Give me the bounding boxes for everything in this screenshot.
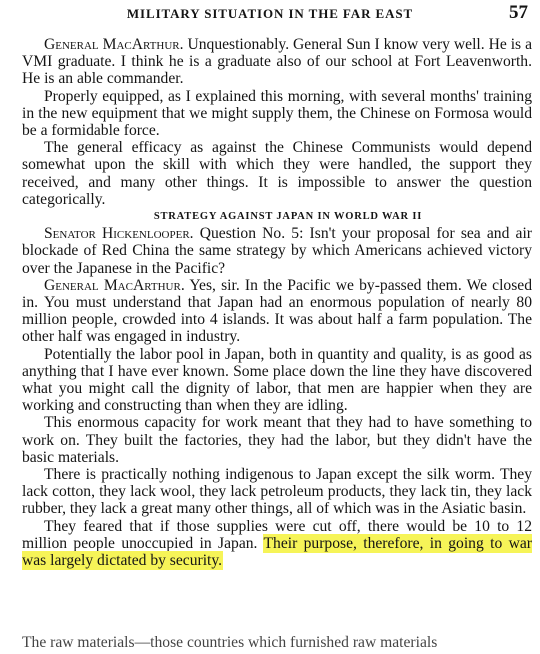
cut-off-text: The raw materials—those countries which furnished raw materials [22,634,438,651]
highlighted-text: Their purpose, therefore, in going to war was largely dictated by security. [22,534,532,570]
paragraph-macarthur-sun [22,36,532,88]
paragraph-work-capacity: This enormous capacity for work meant that they had to have something to work on. They built the factories, they had the labor, but they didn't have the basic materials. [22,414,532,466]
speaker-name: General MacArthur. [44,36,184,53]
speaker-name: General MacArthur. [44,276,185,294]
paragraph-indigenous-materials: There is practically nothing indigenous to Japan except the silk worm. They lack cotton, they lack wool, they lack petroleum products, they lack tin, they lack rubber, they lack a great many other things, all of which was in the Asiatic basin. [22,466,532,518]
document-body [22,36,532,569]
running-title: MILITARY SITUATION IN THE FAR EAST [126,6,414,21]
paragraph-text: Question No. 5: Isn't your proposal for sea and air blockade of Red China the same strategy by which Americans achieved victory over the Japanese in the Pacific? [22,225,532,277]
paragraph-text: Yes, sir. In the Pacific we by-passed them. We closed in. You must understand that Japan had an enormous population of nearly 80 million people, crowded into 4 islands. It was about half a farm population. The other half was engaged in industry. [22,276,533,346]
page-number: 57 [509,2,528,23]
paragraph-supplies-cut-off [22,518,532,570]
section-heading: STRATEGY AGAINST JAPAN IN WORLD WAR II [153,211,423,223]
paragraph-general-efficacy: The general efficacy as against the Chinese Communists would depend somewhat upon the skill with which they were handled, the support they received, and many other things. It is impossible to answer the question categorically. [22,139,532,208]
paragraph-text: Unquestionably. General Sun I know very well. He is a VMI graduate. I think he is a graduate also of our school at Fort Leavenworth. He is an able commander. [22,36,532,88]
paragraph-macarthur-answer [22,277,532,346]
paragraph-hickenlooper-question [22,225,532,277]
speaker-name: Senator Hickenlooper. [44,225,194,243]
paragraph-formosa-force: Properly equipped, as I explained this morning, with several months' training in the new equipment that we might supply them, the Chinese on Formosa would be a formidable force. [22,87,532,140]
paragraph-text: They feared that if those supplies were cut off, there would be 10 to 12 million people unoccupied in Japan. [22,517,532,552]
running-header [0,4,540,24]
cut-off-line [22,634,532,654]
paragraph-labor-pool: Potentially the labor pool in Japan, both in quantity and quality, is as good as anything that I have ever known. Some place down the line they have discovered what you might call the dignity of labor, that men are happier when they are working and constructing than when they are idling. [22,345,532,415]
